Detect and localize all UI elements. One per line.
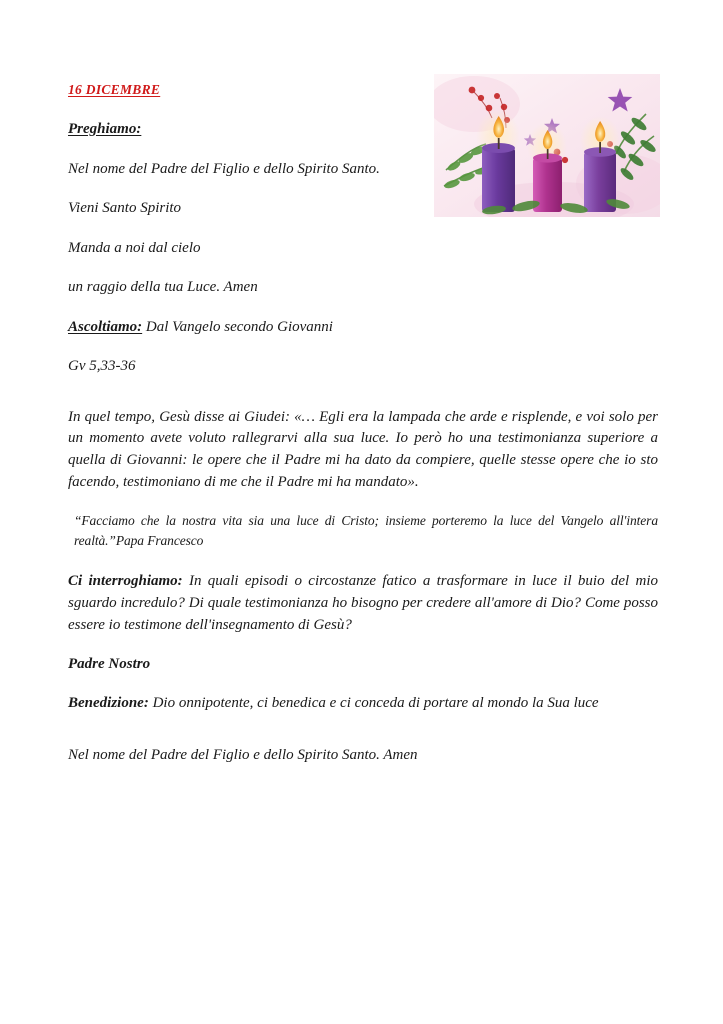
closing-line: Nel nome del Padre del Figlio e dello Spirito Santo. Amen — [68, 746, 418, 763]
pray-line-3: Manda a noi dal cielo — [68, 239, 201, 256]
our-father-heading — [68, 653, 658, 676]
pray-line-4: un raggio della tua Luce. Amen — [68, 279, 258, 295]
pray-label: Preghiamo: — [68, 121, 142, 137]
date-heading: 16 DICEMBRE — [68, 82, 161, 97]
pray-line-1: Nel nome del Padre del Figlio e dello Spirito Santo. — [68, 160, 380, 177]
question-text: In quali episodi o circostanze fatico a trasformare in luce il buio del mio sguardo incredulo? Di quale testimonianza ho bisogno per credere all'amore di Dio? Come posso essere io testimone dell'insegnamento di Gesù? — [68, 573, 658, 633]
spacer — [68, 395, 658, 407]
question-label: Ci interroghiamo: — [68, 573, 183, 589]
our-father-label: Padre Nostro — [68, 656, 151, 673]
listen-text: Dal Vangelo secondo Giovanni — [142, 318, 333, 335]
pray-label-line — [68, 118, 658, 141]
quote-author: Papa Francesco — [115, 532, 204, 548]
listen-label: Ascoltiamo: — [68, 318, 143, 335]
listen-line — [68, 316, 658, 339]
gospel-text: In quel tempo, Gesù disse ai Giudei: «… Egli era la lampada che arde e risplende, e voi solo per un momento avete voluto rallegrarvi alla sua luce. Io però ho una testimonianza superiore a quella di Giovanni: le opere che il Padre mi ha dato da compiere, quelle stesse opere che io sto facendo, testimoniano di me che il Padre mi ha mandato». — [68, 408, 658, 490]
scripture-reference: Gv 5,33-36 — [68, 358, 136, 374]
document-body — [68, 82, 658, 783]
blessing-block — [68, 693, 658, 715]
question-block — [68, 571, 658, 636]
blessing-label: Benedizione: — [68, 694, 149, 711]
quote-block — [68, 511, 658, 552]
spacer-2 — [68, 732, 658, 744]
blessing-text: Dio onnipotente, ci benedica e ci conceda di portare al mondo la Sua luce — [148, 694, 599, 711]
pray-line-2: Vieni Santo Spirito — [68, 200, 182, 216]
quote-text: “Facciamo che la nostra vita sia una luce di Cristo; insieme porteremo la luce del Vangelo all'intera realtà.” — [74, 512, 658, 548]
